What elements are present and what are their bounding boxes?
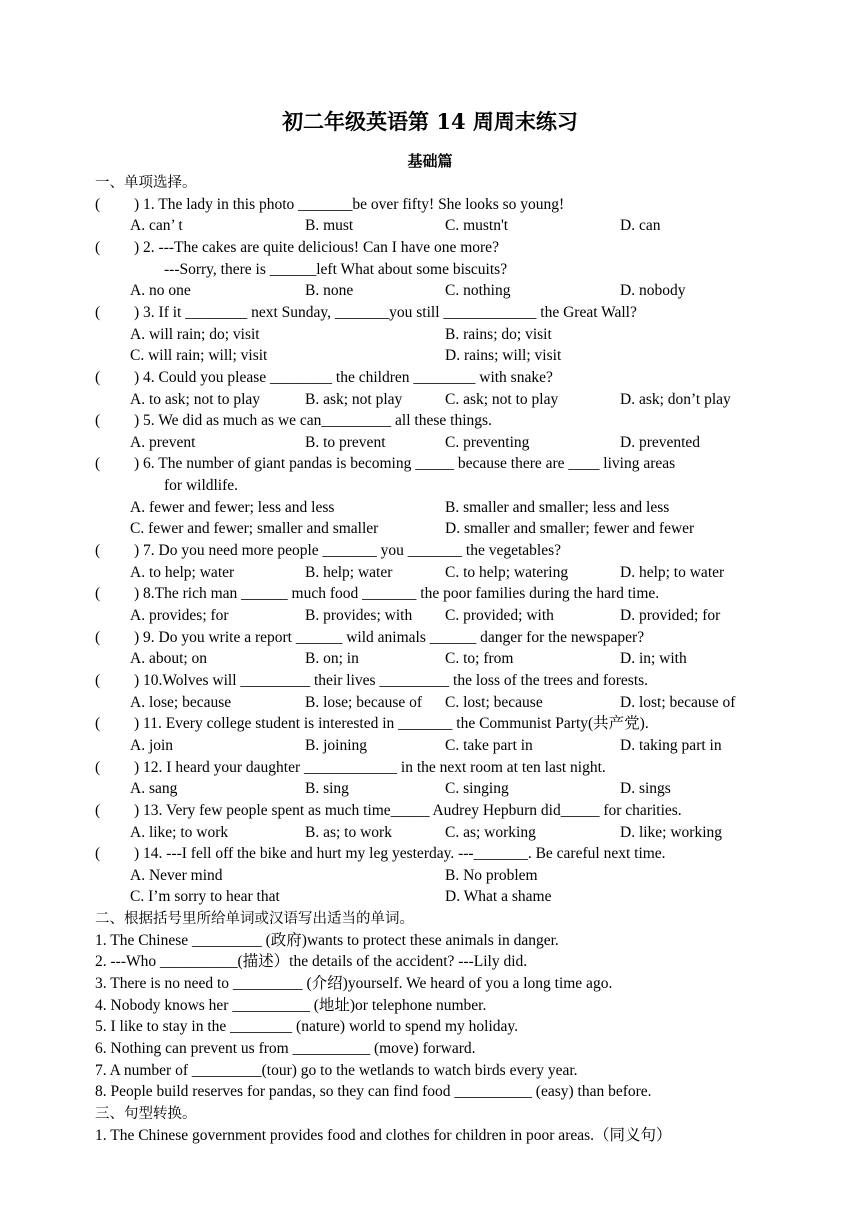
options-row	[0, 886, 860, 908]
question-stem: ) 10.Wolves will _________ their lives _________ the loss of the trees and forests.	[134, 671, 649, 689]
option-d: D. What a shame	[445, 888, 552, 906]
option-d: D. sings	[620, 780, 671, 798]
options-row	[0, 518, 860, 540]
question-stem-continued: ---Sorry, there is ______left What about some biscuits?	[164, 260, 508, 278]
option-b: B. as; to work	[305, 823, 392, 841]
option-a: A. fewer and fewer; less and less	[130, 498, 335, 516]
question-stem-continued: for wildlife.	[164, 477, 239, 495]
option-b: B. smaller and smaller; less and less	[445, 498, 670, 516]
option-d: D. smaller and smaller; fewer and fewer	[445, 520, 695, 538]
option-a: A. about; on	[130, 650, 208, 668]
option-b: B. sing	[305, 780, 349, 798]
option-a: A. join	[130, 736, 174, 754]
option-c: C. to; from	[445, 650, 514, 668]
answer-bracket: (	[95, 758, 101, 776]
options-row	[0, 215, 860, 237]
fill-in-sentence: 2. ---Who __________(描述）the details of the accident? ---Lily did.	[95, 953, 528, 971]
transform-item	[0, 1125, 860, 1147]
option-b: B. rains; do; visit	[445, 325, 552, 343]
options-row	[0, 822, 860, 844]
option-b: B. help; water	[305, 563, 393, 581]
page-subtitle: 基础篇	[407, 152, 453, 170]
question-row	[0, 453, 860, 475]
fill-in-sentence: 7. A number of _________(tour) go to the wetlands to watch birds every year.	[95, 1061, 578, 1079]
option-a: A. provides; for	[130, 607, 229, 624]
question-row	[0, 800, 860, 822]
option-d: D. can	[620, 217, 661, 235]
question-stem: ) 2. ---The cakes are quite delicious! Can I have one more?	[134, 238, 499, 256]
question-stem: ) 14. ---I fell off the bike and hurt my leg yesterday. ---_______. Be careful next time.	[134, 845, 666, 863]
answer-bracket: (	[95, 238, 101, 256]
fill-in-sentence: 8. People build reserves for pandas, so they can find food __________ (easy) than before.	[95, 1083, 652, 1101]
options-row	[0, 605, 860, 627]
options-row	[0, 345, 860, 367]
fill-in-item	[0, 1038, 860, 1060]
option-d: D. nobody	[620, 282, 686, 300]
fill-in-sentence: 6. Nothing can prevent us from __________ (move) forward.	[95, 1040, 476, 1057]
question-row	[0, 540, 860, 562]
section-heading	[0, 1103, 860, 1125]
option-d: D. rains; will; visit	[445, 347, 562, 365]
options-row	[0, 778, 860, 800]
option-a: A. lose; because	[130, 693, 232, 711]
option-a: A. prevent	[130, 433, 196, 451]
answer-bracket: (	[95, 845, 101, 863]
answer-bracket: (	[95, 715, 101, 733]
question-stem: ) 4. Could you please ________ the children ________ with snake?	[134, 368, 553, 386]
option-c: C. provided; with	[445, 607, 554, 624]
section-heading	[0, 908, 860, 930]
question-row	[0, 843, 860, 865]
question-stem: ) 7. Do you need more people _______ you _______ the vegetables?	[134, 542, 562, 560]
fill-in-item	[0, 1060, 860, 1082]
question-stem: ) 1. The lady in this photo _______be over fifty! She looks so young!	[134, 195, 565, 213]
options-row	[0, 324, 860, 346]
question-stem: ) 3. If it ________ next Sunday, _______you still ____________ the Great Wall?	[134, 303, 637, 321]
question-row	[0, 670, 860, 692]
option-d: D. taking part in	[620, 736, 722, 754]
fill-in-item	[0, 995, 860, 1017]
option-c: C. will rain; will; visit	[130, 347, 268, 365]
option-c: C. to help; watering	[445, 563, 569, 581]
answer-bracket: (	[95, 412, 101, 430]
option-c: C. fewer and fewer; smaller and smaller	[130, 520, 379, 538]
question-stem: ) 6. The number of giant pandas is becoming _____ because there are ____ living areas	[134, 455, 676, 473]
options-row	[0, 280, 860, 302]
question-row-continued	[0, 475, 860, 497]
option-c: C. I’m sorry to hear that	[130, 888, 280, 906]
question-row-continued	[0, 259, 860, 281]
option-a: A. to ask; not to play	[130, 390, 261, 408]
option-a: A. no one	[130, 282, 191, 300]
question-row	[0, 757, 860, 779]
option-b: B. none	[305, 282, 354, 300]
option-b: B. on; in	[305, 650, 359, 668]
answer-bracket: (	[95, 455, 101, 473]
answer-bracket: (	[95, 585, 101, 603]
options-row	[0, 497, 860, 519]
section-1-heading: 一、单项选择。	[95, 175, 197, 191]
answer-bracket: (	[95, 542, 101, 560]
answer-bracket: (	[95, 368, 101, 386]
fill-in-item	[0, 951, 860, 973]
option-a: A. sang	[130, 780, 178, 798]
question-stem: ) 8.The rich man ______ much food _______ the poor families during the hard time.	[134, 585, 660, 603]
option-a: A. will rain; do; visit	[130, 325, 260, 343]
fill-in-sentence: 4. Nobody knows her __________ (地址)or telephone number.	[95, 996, 487, 1014]
question-stem: ) 13. Very few people spent as much time_____ Audrey Hepburn did_____ for charities.	[134, 801, 682, 819]
options-row	[0, 562, 860, 584]
options-row	[0, 432, 860, 454]
option-c: C. preventing	[445, 433, 530, 451]
question-stem: ) 11. Every college student is interested in _______ the Communist Party(共产党).	[134, 715, 649, 733]
answer-bracket: (	[95, 801, 101, 819]
question-row	[0, 583, 860, 605]
options-row	[0, 735, 860, 757]
fill-in-item	[0, 1016, 860, 1038]
fill-in-item	[0, 1081, 860, 1103]
answer-bracket: (	[95, 195, 101, 213]
option-d: D. prevented	[620, 433, 701, 451]
fill-in-item	[0, 930, 860, 952]
section-heading	[0, 172, 860, 194]
option-d: D. ask; don’t play	[620, 390, 731, 408]
transform-sentence: 1. The Chinese government provides food and clothes for children in poor areas.（同义句）	[95, 1126, 672, 1144]
options-row	[0, 648, 860, 670]
question-row	[0, 367, 860, 389]
option-b: B. ask; not play	[305, 390, 403, 408]
question-row	[0, 302, 860, 324]
option-d: D. like; working	[620, 823, 723, 841]
option-c: C. mustn't	[445, 217, 509, 235]
options-row	[0, 865, 860, 887]
answer-bracket: (	[95, 628, 101, 646]
option-a: A. like; to work	[130, 823, 229, 841]
option-b: B. to prevent	[305, 433, 386, 451]
option-c: C. lost; because	[445, 693, 543, 711]
option-c: C. singing	[445, 780, 509, 798]
option-d: D. help; to water	[620, 563, 725, 581]
option-b: B. provides; with	[305, 607, 413, 624]
page-title: 初二年级英语第 14 周周末练习	[282, 109, 578, 134]
question-row	[0, 410, 860, 432]
question-stem: ) 9. Do you write a report ______ wild animals ______ danger for the newspaper?	[134, 628, 645, 646]
question-row	[0, 627, 860, 649]
option-c: C. as; working	[445, 823, 536, 841]
answer-bracket: (	[95, 303, 101, 321]
option-b: B. joining	[305, 736, 368, 754]
option-b: B. lose; because of	[305, 693, 423, 711]
question-row	[0, 194, 860, 216]
option-b: B. must	[305, 217, 354, 235]
option-c: C. nothing	[445, 282, 511, 300]
question-stem: ) 12. I heard your daughter ____________ in the next room at ten last night.	[134, 758, 606, 776]
options-row	[0, 389, 860, 411]
option-d: D. in; with	[620, 650, 687, 668]
fill-in-sentence: 1. The Chinese _________ (政府)wants to protect these animals in danger.	[95, 931, 559, 949]
fill-in-sentence: 3. There is no need to _________ (介绍)yourself. We heard of you a long time ago.	[95, 975, 613, 993]
answer-bracket: (	[95, 671, 101, 689]
options-row	[0, 692, 860, 714]
question-row	[0, 713, 860, 735]
option-d: D. provided; for	[620, 607, 721, 624]
question-row	[0, 237, 860, 259]
question-stem: ) 5. We did as much as we can_________ all these things.	[134, 412, 492, 430]
section-3-heading: 三、句型转换。	[95, 1105, 197, 1122]
option-a: A. to help; water	[130, 563, 235, 581]
fill-in-item	[0, 973, 860, 995]
fill-in-sentence: 5. I like to stay in the ________ (nature) world to spend my holiday.	[95, 1018, 519, 1036]
option-d: D. lost; because of	[620, 693, 736, 711]
option-c: C. ask; not to play	[445, 390, 559, 408]
option-a: A. Never mind	[130, 866, 223, 884]
option-a: A. can’ t	[130, 217, 183, 235]
option-b: B. No problem	[445, 866, 538, 884]
option-c: C. take part in	[445, 736, 533, 754]
section-2-heading: 二、根据括号里所给单词或汉语写出适当的单词。	[95, 911, 414, 928]
